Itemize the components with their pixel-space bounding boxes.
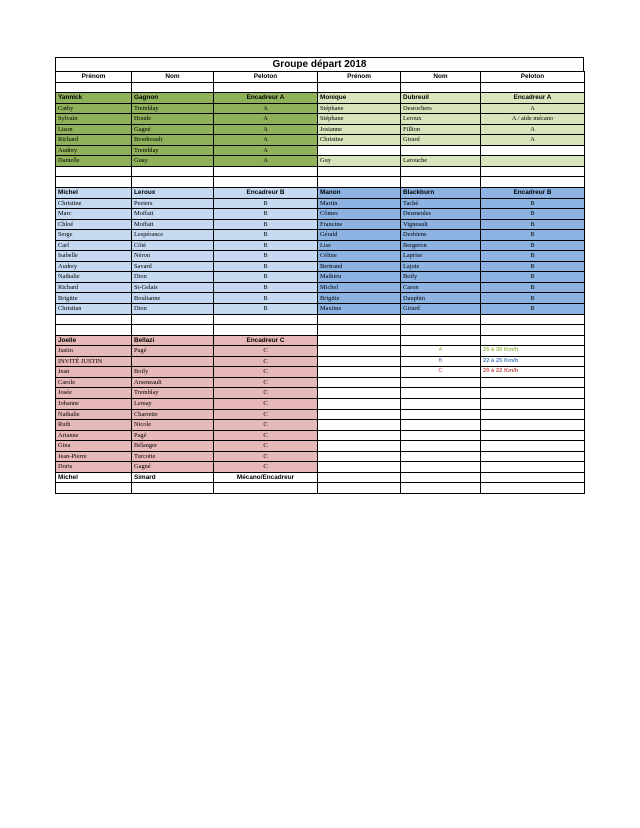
member-cell: Audrey bbox=[56, 261, 132, 272]
member-cell: B bbox=[214, 304, 318, 315]
member-cell: C bbox=[214, 441, 318, 452]
leader-cell: Encadreur B bbox=[481, 188, 585, 199]
member-cell: B bbox=[481, 251, 585, 262]
empty-cell bbox=[481, 409, 585, 420]
member-cell: C bbox=[214, 346, 318, 357]
empty-cell bbox=[132, 166, 214, 177]
member-cell: Desrochers bbox=[401, 103, 481, 114]
member-cell: Savard bbox=[132, 261, 214, 272]
member-cell: B bbox=[481, 198, 585, 209]
empty-cell bbox=[132, 483, 214, 494]
member-cell: A bbox=[481, 103, 585, 114]
spacer-row bbox=[56, 166, 585, 177]
leader-cell: Bellazi bbox=[132, 335, 214, 346]
member-cell: St-Gelais bbox=[132, 282, 214, 293]
empty-cell bbox=[481, 377, 585, 388]
group-c-member-row bbox=[56, 356, 585, 367]
column-header: Prénom bbox=[56, 72, 132, 83]
member-cell: Christian bbox=[56, 304, 132, 315]
member-cell: Doris bbox=[56, 462, 132, 473]
member-cell: Guy bbox=[318, 156, 401, 167]
leader-cell: Monique bbox=[318, 93, 401, 104]
member-cell: Moffatt bbox=[132, 219, 214, 230]
member-cell: Christine bbox=[56, 198, 132, 209]
legend-speed: 25 à 30 Km/h bbox=[481, 346, 585, 357]
legend-speed: 20 à 22 Km/h bbox=[481, 367, 585, 378]
member-cell: B bbox=[214, 261, 318, 272]
member-cell bbox=[132, 356, 214, 367]
member-cell: A bbox=[481, 135, 585, 146]
group-b-member-row bbox=[56, 282, 585, 293]
empty-cell bbox=[401, 430, 481, 441]
member-cell: A bbox=[214, 135, 318, 146]
member-cell: Dion bbox=[132, 272, 214, 283]
member-cell: Martin bbox=[318, 198, 401, 209]
member-cell: C bbox=[214, 409, 318, 420]
member-cell: Lespérance bbox=[132, 230, 214, 241]
empty-cell bbox=[401, 166, 481, 177]
group-b-member-row bbox=[56, 209, 585, 220]
leader-cell: Encadreur B bbox=[214, 188, 318, 199]
member-cell: Vigneault bbox=[401, 219, 481, 230]
member-cell: C bbox=[214, 356, 318, 367]
member-cell: Guay bbox=[132, 156, 214, 167]
group-c-member-row bbox=[56, 367, 585, 378]
legend-letter: B bbox=[401, 356, 481, 367]
member-cell: Maxime bbox=[318, 304, 401, 315]
member-cell: Michel bbox=[318, 282, 401, 293]
group-c-member-row bbox=[56, 398, 585, 409]
group-b-leader-row bbox=[56, 188, 585, 199]
member-cell: A bbox=[214, 145, 318, 156]
empty-cell bbox=[132, 82, 214, 93]
member-cell bbox=[318, 145, 401, 156]
empty-cell bbox=[318, 398, 401, 409]
member-cell: Houde bbox=[132, 114, 214, 125]
member-cell: Tremblay bbox=[132, 388, 214, 399]
member-cell: Pagé bbox=[132, 346, 214, 357]
member-cell: Serge bbox=[56, 230, 132, 241]
member-cell: Marc bbox=[56, 209, 132, 220]
empty-cell bbox=[401, 441, 481, 452]
empty-cell bbox=[481, 420, 585, 431]
empty-cell bbox=[481, 166, 585, 177]
empty-cell bbox=[318, 420, 401, 431]
empty-cell bbox=[481, 335, 585, 346]
empty-cell bbox=[481, 472, 585, 483]
member-cell: Brigitte bbox=[318, 293, 401, 304]
empty-cell bbox=[318, 430, 401, 441]
group-c-member-row bbox=[56, 451, 585, 462]
member-cell: Tremblay bbox=[132, 103, 214, 114]
group-a-member-row bbox=[56, 145, 585, 156]
member-cell: Bertrand bbox=[318, 261, 401, 272]
member-cell bbox=[401, 145, 481, 156]
member-cell: Boulianne bbox=[132, 293, 214, 304]
member-cell: C bbox=[214, 398, 318, 409]
column-header: Nom bbox=[401, 72, 481, 83]
group-c-member-row bbox=[56, 441, 585, 452]
empty-cell bbox=[318, 472, 401, 483]
empty-cell bbox=[132, 314, 214, 325]
mechanic-cell: Simard bbox=[132, 472, 214, 483]
member-cell: Ruth bbox=[56, 420, 132, 431]
group-a-leader-row bbox=[56, 93, 585, 104]
member-cell: Arseneault bbox=[132, 377, 214, 388]
member-cell: Boily bbox=[132, 367, 214, 378]
empty-cell bbox=[214, 325, 318, 336]
empty-cell bbox=[481, 314, 585, 325]
group-c-member-row bbox=[56, 388, 585, 399]
spacer-row bbox=[56, 82, 585, 93]
empty-cell bbox=[132, 177, 214, 188]
empty-cell bbox=[214, 483, 318, 494]
member-cell: Nicole bbox=[132, 420, 214, 431]
member-cell: Josée bbox=[56, 388, 132, 399]
empty-cell bbox=[56, 483, 132, 494]
member-cell: C bbox=[214, 430, 318, 441]
mechanic-cell: Mécano/Encadreur bbox=[214, 472, 318, 483]
empty-cell bbox=[481, 451, 585, 462]
empty-cell bbox=[318, 166, 401, 177]
member-cell: Caron bbox=[401, 282, 481, 293]
empty-cell bbox=[214, 166, 318, 177]
member-cell: Bélanger bbox=[132, 441, 214, 452]
leader-cell: Yannick bbox=[56, 93, 132, 104]
member-cell: Audrey bbox=[56, 145, 132, 156]
member-cell: B bbox=[214, 230, 318, 241]
group-c-mechanic-row bbox=[56, 472, 585, 483]
spacer-row bbox=[56, 325, 585, 336]
member-cell: B bbox=[214, 198, 318, 209]
group-c-member-row bbox=[56, 420, 585, 431]
leader-cell: Dubreuil bbox=[401, 93, 481, 104]
member-cell: Nathalie bbox=[56, 409, 132, 420]
member-cell: B bbox=[214, 293, 318, 304]
member-cell: Johanne bbox=[56, 398, 132, 409]
member-cell: B bbox=[481, 293, 585, 304]
member-cell: Tremblay bbox=[132, 145, 214, 156]
empty-cell bbox=[56, 325, 132, 336]
spacer-row bbox=[56, 314, 585, 325]
member-cell: B bbox=[481, 272, 585, 283]
member-cell: Turcotte bbox=[132, 451, 214, 462]
member-cell: Gérald bbox=[318, 230, 401, 241]
legend-letter: A bbox=[401, 346, 481, 357]
empty-cell bbox=[56, 82, 132, 93]
member-cell: Justin bbox=[56, 346, 132, 357]
empty-cell bbox=[481, 462, 585, 473]
member-cell: B bbox=[481, 219, 585, 230]
empty-cell bbox=[401, 409, 481, 420]
group-a-member-row bbox=[56, 103, 585, 114]
member-cell: Desbiens bbox=[401, 230, 481, 241]
member-cell: Lajoie bbox=[401, 261, 481, 272]
member-cell: Leroux bbox=[401, 114, 481, 125]
member-cell: B bbox=[481, 261, 585, 272]
member-cell: Girard bbox=[401, 304, 481, 315]
member-cell: INVITÉ JUSTIN bbox=[56, 356, 132, 367]
empty-cell bbox=[481, 483, 585, 494]
empty-cell bbox=[318, 441, 401, 452]
leader-cell: Michel bbox=[56, 188, 132, 199]
group-a-member-row bbox=[56, 114, 585, 125]
member-cell: Desmeules bbox=[401, 209, 481, 220]
member-cell: Boily bbox=[401, 272, 481, 283]
group-c-member-row bbox=[56, 346, 585, 357]
member-cell: Pagé bbox=[132, 430, 214, 441]
empty-cell bbox=[401, 314, 481, 325]
member-cell: Boudreault bbox=[132, 135, 214, 146]
member-cell: Dion bbox=[132, 304, 214, 315]
group-b-member-row bbox=[56, 251, 585, 262]
member-cell: A bbox=[481, 124, 585, 135]
member-cell: C bbox=[214, 367, 318, 378]
legend-letter: C bbox=[401, 367, 481, 378]
member-cell: Brigitte bbox=[56, 293, 132, 304]
spacer-row bbox=[56, 177, 585, 188]
member-cell: Sylvain bbox=[56, 114, 132, 125]
member-cell: Lise bbox=[318, 240, 401, 251]
column-header: Peloton bbox=[214, 72, 318, 83]
member-cell: Dauphin bbox=[401, 293, 481, 304]
empty-cell bbox=[318, 377, 401, 388]
member-cell bbox=[481, 145, 585, 156]
leader-cell: Encadreur C bbox=[214, 335, 318, 346]
member-cell: B bbox=[481, 304, 585, 315]
member-cell: Stéphane bbox=[318, 103, 401, 114]
group-a-member-row bbox=[56, 156, 585, 167]
empty-cell bbox=[214, 82, 318, 93]
group-c-member-row bbox=[56, 462, 585, 473]
member-cell: Jean-Pierre bbox=[56, 451, 132, 462]
member-cell: A / aide mécano bbox=[481, 114, 585, 125]
member-cell: Gagné bbox=[132, 462, 214, 473]
member-cell: Larouche bbox=[401, 156, 481, 167]
member-cell: Fillion bbox=[401, 124, 481, 135]
member-cell: B bbox=[481, 209, 585, 220]
member-cell: B bbox=[214, 240, 318, 251]
member-cell: Nathalie bbox=[56, 272, 132, 283]
group-b-member-row bbox=[56, 261, 585, 272]
leader-cell: Manon bbox=[318, 188, 401, 199]
member-cell: B bbox=[214, 272, 318, 283]
member-cell: Josianne bbox=[318, 124, 401, 135]
member-cell: Isabelle bbox=[56, 251, 132, 262]
empty-cell bbox=[318, 356, 401, 367]
member-cell: A bbox=[214, 156, 318, 167]
member-cell: Laprise bbox=[401, 251, 481, 262]
empty-cell bbox=[401, 451, 481, 462]
empty-cell bbox=[318, 177, 401, 188]
member-cell: C bbox=[214, 377, 318, 388]
member-cell: Richard bbox=[56, 135, 132, 146]
member-cell: A bbox=[214, 103, 318, 114]
member-cell: Cômes bbox=[318, 209, 401, 220]
member-cell: Lemay bbox=[132, 398, 214, 409]
empty-cell bbox=[481, 82, 585, 93]
member-cell: Taché bbox=[401, 198, 481, 209]
table-body bbox=[56, 72, 585, 494]
empty-cell bbox=[401, 82, 481, 93]
group-c-member-row bbox=[56, 430, 585, 441]
column-header: Prénom bbox=[318, 72, 401, 83]
empty-cell bbox=[56, 166, 132, 177]
empty-cell bbox=[214, 177, 318, 188]
empty-cell bbox=[318, 483, 401, 494]
empty-cell bbox=[481, 177, 585, 188]
leader-cell: Gagnon bbox=[132, 93, 214, 104]
member-cell: Christine bbox=[318, 135, 401, 146]
member-cell: B bbox=[481, 282, 585, 293]
member-cell: Néron bbox=[132, 251, 214, 262]
group-b-member-row bbox=[56, 272, 585, 283]
group-a-member-row bbox=[56, 124, 585, 135]
group-b-member-row bbox=[56, 293, 585, 304]
group-a-member-row bbox=[56, 135, 585, 146]
leader-cell: Joelle bbox=[56, 335, 132, 346]
member-cell: B bbox=[214, 209, 318, 220]
member-cell: Bergeron bbox=[401, 240, 481, 251]
mechanic-cell: Michel bbox=[56, 472, 132, 483]
legend-speed: 22 à 25 Km/h bbox=[481, 356, 585, 367]
empty-cell bbox=[401, 325, 481, 336]
group-b-member-row bbox=[56, 304, 585, 315]
member-cell: Peeters bbox=[132, 198, 214, 209]
empty-cell bbox=[481, 325, 585, 336]
member-cell: Mathieu bbox=[318, 272, 401, 283]
group-b-member-row bbox=[56, 240, 585, 251]
member-cell: Cathy bbox=[56, 103, 132, 114]
member-cell: B bbox=[214, 282, 318, 293]
member-cell: Carl bbox=[56, 240, 132, 251]
member-cell: B bbox=[481, 230, 585, 241]
empty-cell bbox=[214, 314, 318, 325]
leader-cell: Encadreur A bbox=[481, 93, 585, 104]
empty-cell bbox=[401, 462, 481, 473]
empty-cell bbox=[56, 177, 132, 188]
empty-cell bbox=[318, 451, 401, 462]
member-cell: Gagné bbox=[132, 124, 214, 135]
empty-cell bbox=[401, 388, 481, 399]
member-cell: C bbox=[214, 462, 318, 473]
member-cell bbox=[481, 156, 585, 167]
member-cell: Danielle bbox=[56, 156, 132, 167]
empty-cell bbox=[401, 335, 481, 346]
group-c-leader-row bbox=[56, 335, 585, 346]
empty-cell bbox=[318, 462, 401, 473]
member-cell: Jean bbox=[56, 367, 132, 378]
empty-cell bbox=[318, 325, 401, 336]
empty-cell bbox=[481, 398, 585, 409]
group-b-member-row bbox=[56, 198, 585, 209]
group-b-member-row bbox=[56, 230, 585, 241]
member-cell: B bbox=[481, 240, 585, 251]
empty-cell bbox=[401, 377, 481, 388]
group-c-member-row bbox=[56, 377, 585, 388]
sheet-title: Groupe départ 2018 bbox=[55, 57, 584, 71]
empty-cell bbox=[318, 409, 401, 420]
member-cell: C bbox=[214, 451, 318, 462]
member-cell: Chloé bbox=[56, 219, 132, 230]
spreadsheet bbox=[55, 57, 584, 494]
empty-cell bbox=[132, 325, 214, 336]
leader-cell: Leroux bbox=[132, 188, 214, 199]
member-cell: Moffatt bbox=[132, 209, 214, 220]
member-cell: Gina bbox=[56, 441, 132, 452]
member-cell: Charrette bbox=[132, 409, 214, 420]
empty-cell bbox=[401, 483, 481, 494]
leader-cell: Blackburn bbox=[401, 188, 481, 199]
member-cell: A bbox=[214, 124, 318, 135]
group-c-member-row bbox=[56, 409, 585, 420]
empty-cell bbox=[481, 441, 585, 452]
member-cell: C bbox=[214, 388, 318, 399]
member-cell: Carole bbox=[56, 377, 132, 388]
member-cell: Céline bbox=[318, 251, 401, 262]
empty-cell bbox=[401, 177, 481, 188]
member-cell: A bbox=[214, 114, 318, 125]
member-cell: B bbox=[214, 251, 318, 262]
empty-cell bbox=[318, 346, 401, 357]
empty-cell bbox=[56, 314, 132, 325]
empty-cell bbox=[481, 430, 585, 441]
leader-cell: Encadreur A bbox=[214, 93, 318, 104]
member-cell: C bbox=[214, 420, 318, 431]
empty-cell bbox=[318, 388, 401, 399]
column-header: Nom bbox=[132, 72, 214, 83]
member-cell: Stéphane bbox=[318, 114, 401, 125]
member-cell: Arianne bbox=[56, 430, 132, 441]
empty-cell bbox=[318, 335, 401, 346]
member-cell: B bbox=[214, 219, 318, 230]
member-cell: Francine bbox=[318, 219, 401, 230]
empty-cell bbox=[318, 367, 401, 378]
empty-cell bbox=[401, 420, 481, 431]
column-header: Peloton bbox=[481, 72, 585, 83]
empty-cell bbox=[401, 398, 481, 409]
spacer-row bbox=[56, 483, 585, 494]
member-cell: Côté bbox=[132, 240, 214, 251]
group-b-member-row bbox=[56, 219, 585, 230]
empty-cell bbox=[318, 82, 401, 93]
empty-cell bbox=[401, 472, 481, 483]
empty-cell bbox=[481, 388, 585, 399]
header-row bbox=[56, 72, 585, 83]
member-cell: Richard bbox=[56, 282, 132, 293]
group-table bbox=[55, 71, 585, 494]
member-cell: Lison bbox=[56, 124, 132, 135]
member-cell: Girard bbox=[401, 135, 481, 146]
empty-cell bbox=[318, 314, 401, 325]
